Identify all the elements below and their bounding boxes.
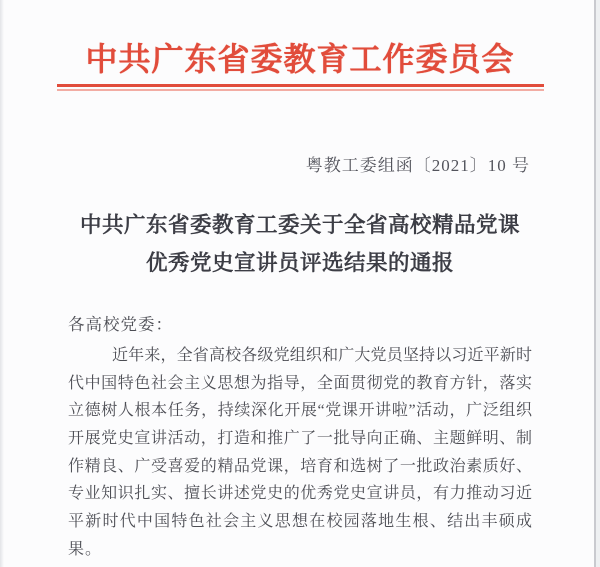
scan-edge-left xyxy=(0,0,4,567)
letterhead-org-name: 中共广东省委教育工作委员会 xyxy=(85,41,515,77)
body-line: 开展党史宣讲活动，打造和推广了一批导向正确、主题鲜明、制 xyxy=(68,430,532,448)
letterhead-rule-thick xyxy=(57,84,544,87)
body-line: 代中国特色社会主义思想为指导，全面贯彻党的教育方针，落实 xyxy=(68,374,532,392)
body-line: 果。 xyxy=(68,540,103,558)
body-line: 近年来，全省高校各级党组织和广大党员坚持以习近平新时 xyxy=(112,347,532,364)
document-title xyxy=(0,206,600,282)
body-line: 平新时代中国特色社会主义思想在校园落地生根、结出丰硕成 xyxy=(68,513,532,531)
document-title-line2: 优秀党史宣讲员评选结果的通报 xyxy=(145,251,454,275)
body-line: 作精良、广受喜爱的精品党课，培育和选树了一批政治素质好、 xyxy=(68,457,532,475)
salutation: 各高校党委： xyxy=(68,315,173,334)
letterhead-rule-thin xyxy=(57,89,544,91)
body-paragraph xyxy=(68,342,532,564)
document-reference-number: 粤教工委组函〔2021〕10 号 xyxy=(305,156,530,175)
body-line: 立德树人根本任务，持续深化开展“党课开讲啦”活动，广泛组织 xyxy=(68,402,532,420)
document-title-line1: 中共广东省委教育工委关于全省高校精品党课 xyxy=(79,213,520,237)
scan-edge-right xyxy=(596,0,600,567)
body-line: 专业知识扎实、擅长讲述党史的优秀党史宣讲员，有力推动习近 xyxy=(68,485,532,503)
